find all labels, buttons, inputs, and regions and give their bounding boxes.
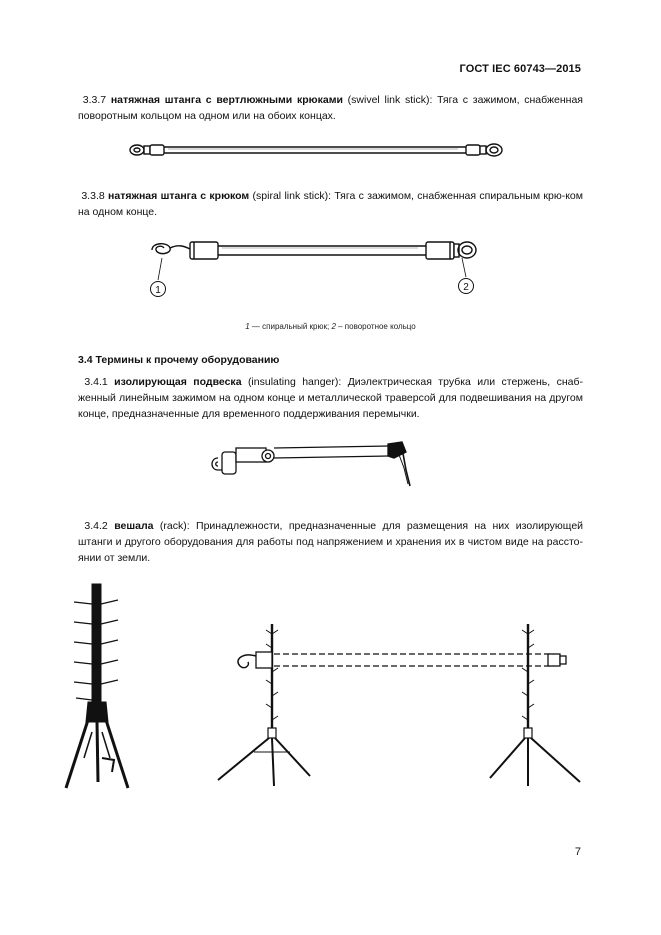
callout-2: 2: [463, 282, 469, 293]
insulating-hanger-figure: [208, 438, 418, 490]
term-definition: (rack): Принадлежности, предназначенные для размещения на них изолирующей штанги и другого оборудования для работы под напряжением и хранения их в чистом виде на рассто-янии от земли.: [78, 520, 584, 564]
spiral-link-stick-figure: [148, 236, 488, 298]
rack-pair-figure: [214, 622, 584, 792]
term-name: натяжная штанга с вертлюжными крюками: [110, 94, 343, 106]
caption-text: — спиральный крюк;: [249, 322, 332, 331]
callout-1: 1: [155, 285, 161, 296]
caption-number: 1: [245, 322, 250, 331]
term-number: 3.3.7: [82, 94, 107, 106]
term-definition: (spiral link stick): Тяга с зажимом, снабженная спиральным крю-ком на одном конце.: [78, 190, 583, 218]
term-3-3-7: [78, 92, 583, 124]
term-number: 3.3.8: [81, 190, 105, 202]
rack-single-figure: [62, 582, 137, 792]
term-name: натяжная штанга с крюком: [108, 190, 250, 202]
term-name: изолирующая подвеска: [114, 376, 242, 388]
caption-number: 2: [331, 322, 336, 331]
term-number: 3.4.1: [84, 376, 108, 388]
section-title: 3.4 Термины к прочему оборудованию: [78, 354, 280, 366]
term-definition: (swivel link stick): Тяга с зажимом, снабженная поворотным кольцом на одном или на обоих концах.: [78, 94, 583, 122]
term-3-4-2: [78, 518, 583, 566]
term-3-3-8: [78, 188, 583, 220]
term-definition: (insulating hanger): Диэлектрическая трубка или стержень, снаб-женный линейным зажимом на одном конце и металлической траверсой для подвешивания на другом конце, предназначенные для временного поддерживания перемычки.: [78, 376, 583, 420]
term-name: вешала: [114, 520, 154, 532]
term-3-4-1: [78, 374, 583, 422]
page-number: 7: [574, 846, 581, 858]
figure-caption: [0, 322, 661, 331]
term-number: 3.4.2: [84, 520, 108, 532]
caption-text: – поворотное кольцо: [335, 322, 416, 331]
swivel-link-stick-figure: [128, 138, 508, 162]
document-header: ГОСТ IEC 60743—2015: [459, 63, 581, 75]
